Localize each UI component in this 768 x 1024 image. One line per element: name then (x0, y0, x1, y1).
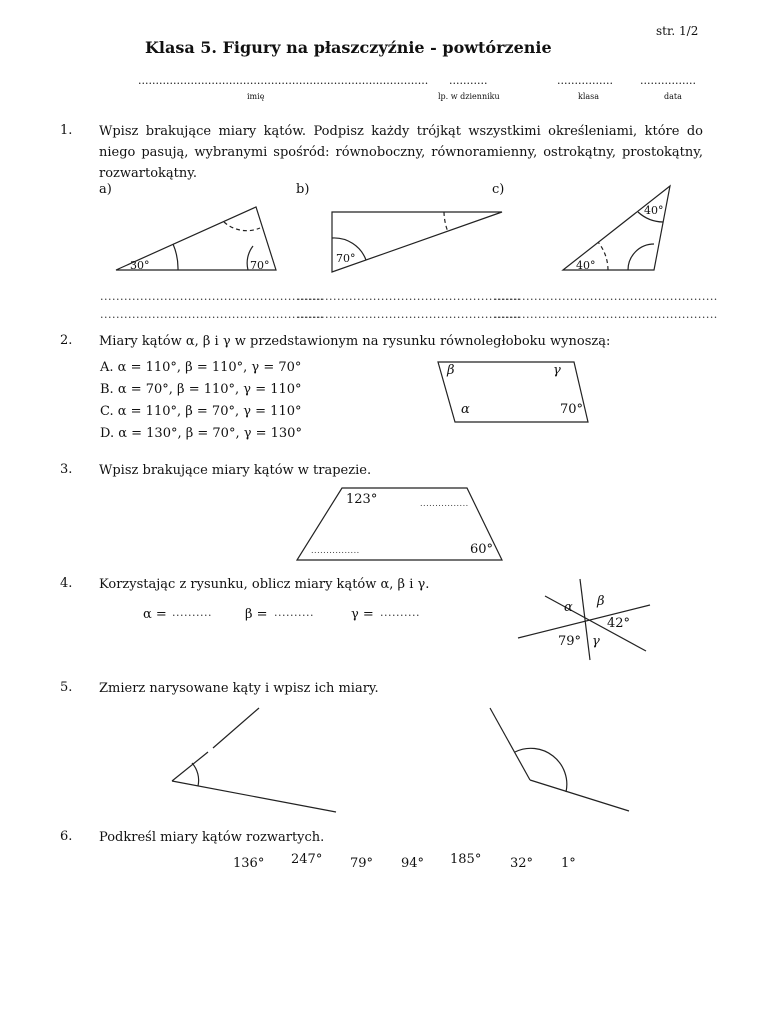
task-3-number: 3. (60, 462, 73, 477)
class-field-dots[interactable]: ................ (557, 74, 613, 87)
trapezoid-blank-top-right[interactable]: ................ (420, 499, 469, 508)
task-2-option-c[interactable]: C. α = 110°, β = 70°, γ = 110° (100, 404, 302, 419)
task-1-text: Wpisz brakujące miary kątów. Podpisz każdy trójkąt wszystkimi określeniami, które do niego pasują, wybranymi spośród: równoboczny, równoramienny, ostrokątny, prostokątny, rozwartokątny. (99, 124, 703, 181)
angle-option-79[interactable]: 79° (350, 856, 374, 871)
task-2-text: Miary kątów α, β i γ w przedstawionym na rysunku równoległoboku wynoszą: (99, 334, 611, 349)
task-1b-label: b) (296, 182, 310, 197)
intersecting-lines (518, 579, 650, 660)
task-3-text: Wpisz brakujące miary kątów w trapezie. (99, 463, 372, 478)
triangle-b-angle-70: 70° (336, 252, 356, 265)
angle-option-32[interactable]: 32° (510, 856, 534, 871)
angle-to-measure-2 (490, 708, 629, 811)
triangle-c (563, 186, 670, 270)
task-2-option-d[interactable]: D. α = 130°, β = 70°, γ = 130° (100, 426, 302, 441)
task-5-text: Zmierz narysowane kąty i wpisz ich miary. (99, 681, 379, 696)
roll-number-dots[interactable]: ........... (449, 74, 488, 87)
lines-beta: β (597, 594, 605, 609)
lines-angle-42: 42° (607, 616, 631, 631)
triangle-c-answer-line-1[interactable]: ........................................................ (494, 290, 718, 303)
angle-option-1[interactable]: 1° (561, 856, 576, 871)
task-4-number: 4. (60, 576, 73, 591)
date-field-dots[interactable]: ................ (640, 74, 696, 87)
angle-option-185[interactable]: 185° (450, 852, 482, 867)
triangle-a-angle-30: 30° (130, 259, 150, 272)
task-2-option-b[interactable]: B. α = 70°, β = 110°, γ = 110° (100, 382, 302, 397)
triangle-b-answer-line-1[interactable]: ........................................................ (297, 290, 521, 303)
beta-answer-field[interactable]: .......... (274, 606, 314, 619)
roll-number-label: lp. w dzienniku (438, 92, 500, 101)
angle-to-measure-1 (172, 708, 336, 812)
task-2-option-a[interactable]: A. α = 110°, β = 110°, γ = 70° (100, 360, 302, 375)
name-field-label: imię (247, 92, 265, 101)
angle-option-247[interactable]: 247° (291, 852, 323, 867)
page-number: str. 1/2 (656, 24, 699, 38)
angle-option-136[interactable]: 136° (233, 856, 265, 871)
task-2-number: 2. (60, 333, 73, 348)
task-5-number: 5. (60, 680, 73, 695)
triangle-a-angle-70: 70° (250, 259, 270, 272)
triangle-b-answer-line-2[interactable]: ........................................................ (297, 308, 521, 321)
task-4-text: Korzystając z rysunku, oblicz miary kątów α, β i γ. (99, 577, 430, 592)
alpha-answer-label: α = (143, 607, 167, 622)
triangle-b (332, 212, 502, 272)
lines-angle-79: 79° (558, 634, 582, 649)
triangle-a-answer-line-1[interactable]: ........................................................ (100, 290, 324, 303)
parallelogram-alpha: α (461, 402, 470, 417)
name-field-dots[interactable]: ................................................................................... (138, 74, 429, 87)
alpha-answer-field[interactable]: .......... (172, 606, 212, 619)
parallelogram-gamma: γ (553, 363, 561, 378)
lines-alpha: α (564, 600, 573, 615)
trapezoid-angle-60: 60° (470, 542, 494, 557)
date-field-label: data (664, 92, 682, 101)
angle-option-94[interactable]: 94° (401, 856, 425, 871)
gamma-answer-field[interactable]: .......... (380, 606, 420, 619)
triangle-c-angle-40-top: 40° (644, 204, 664, 217)
task-1a-label: a) (99, 182, 112, 197)
task-1c-label: c) (492, 182, 505, 197)
task-1-number: 1. (60, 123, 73, 138)
triangle-c-answer-line-2[interactable]: ........................................................ (494, 308, 718, 321)
trapezoid-angle-123: 123° (346, 492, 378, 507)
gamma-answer-label: γ = (351, 607, 374, 622)
parallelogram-angle-70: 70° (560, 402, 584, 417)
trapezoid-blank-bottom-left[interactable]: ................ (311, 546, 360, 555)
task-6-text: Podkreśl miary kątów rozwartych. (99, 830, 325, 845)
lines-gamma: γ (592, 634, 600, 649)
beta-answer-label: β = (245, 607, 268, 622)
triangle-c-angle-40-left: 40° (576, 259, 596, 272)
triangle-a-answer-line-2[interactable]: ........................................................ (100, 308, 324, 321)
task-6-number: 6. (60, 829, 73, 844)
class-field-label: klasa (578, 92, 600, 101)
page-title: Klasa 5. Figury na płaszczyźnie - powtórzenie (145, 38, 552, 57)
parallelogram-beta: β (447, 363, 455, 378)
